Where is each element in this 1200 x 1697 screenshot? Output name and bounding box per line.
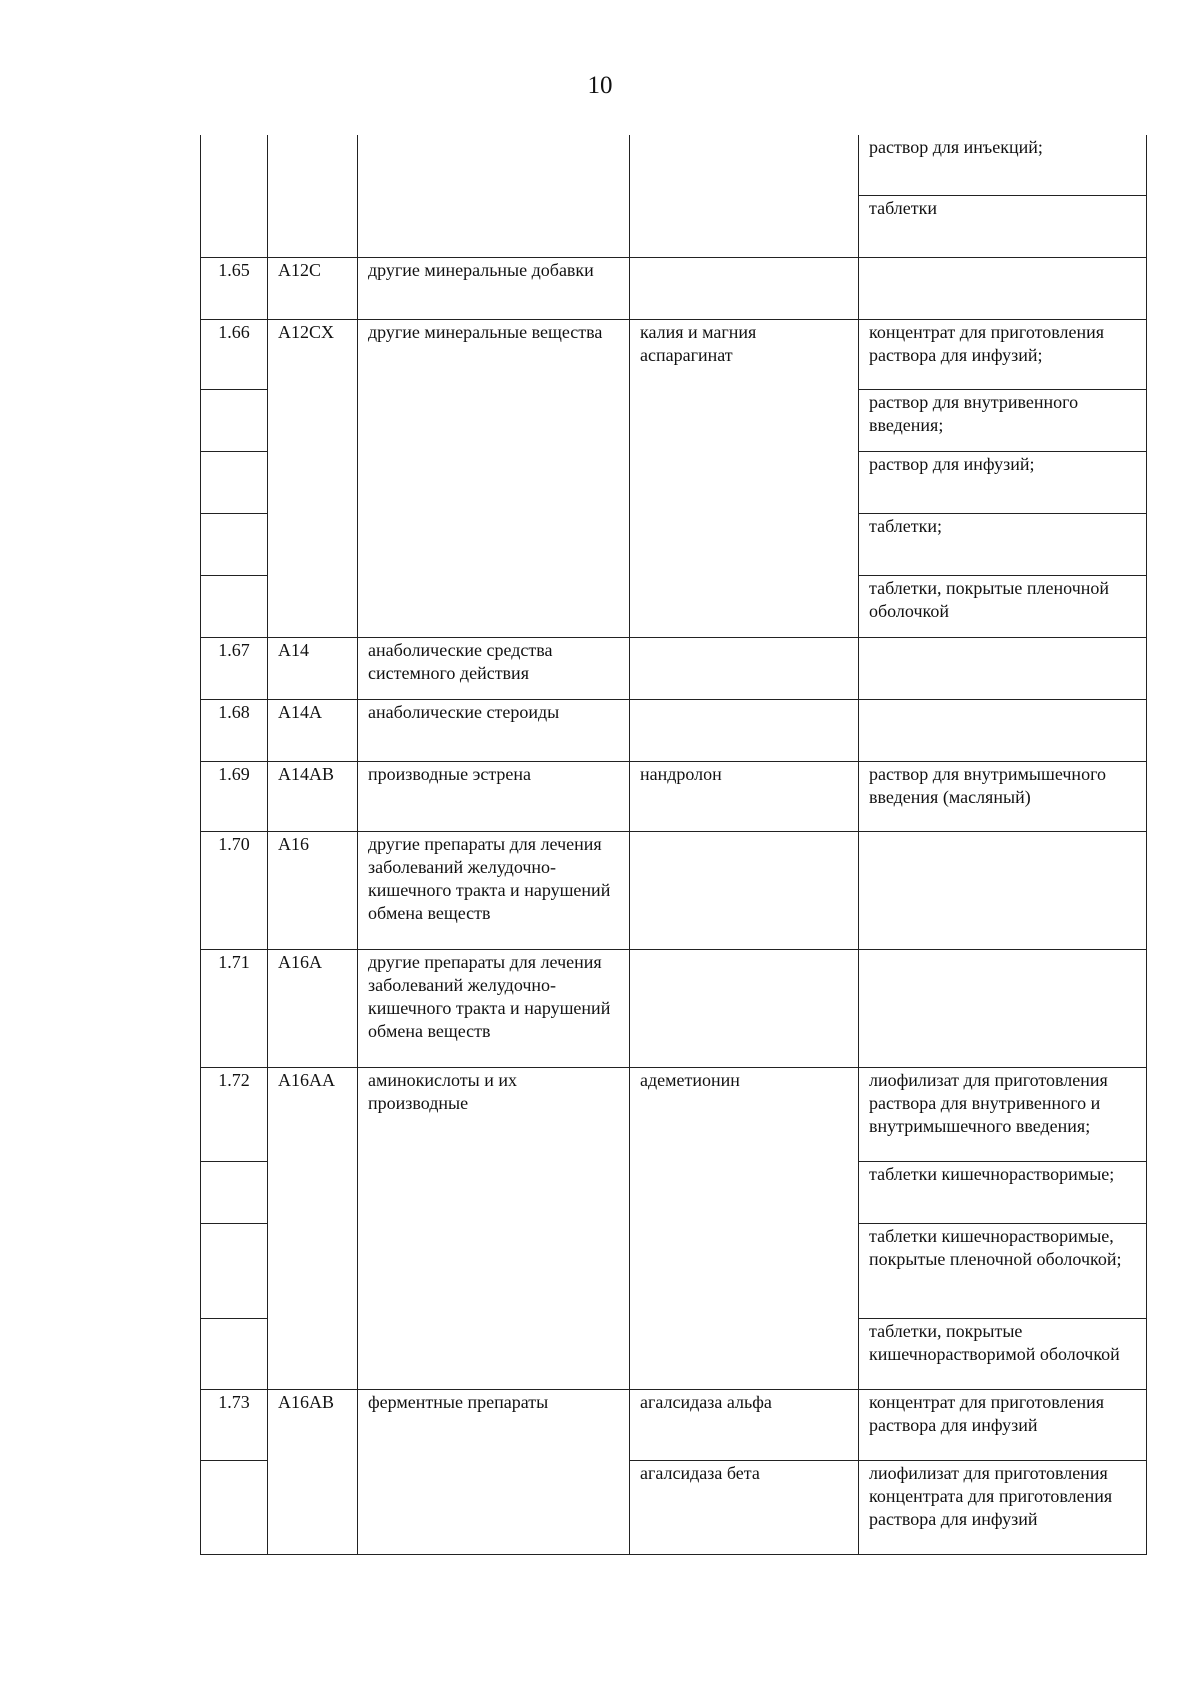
cell-num [201,451,268,513]
cell-code: A14 [268,637,358,699]
cell-form: таблетки кишечнорастворимые, покрытые пленочной оболочкой; [859,1223,1147,1318]
cell-form: лиофилизат для приготовления раствора для внутривенного и внутримышечного введения; [859,1067,1147,1161]
cell-form: раствор для инфузий; [859,451,1147,513]
cell-drug [630,637,859,699]
cell-num [201,575,268,637]
cell-code [268,135,358,257]
cell-drug [630,831,859,949]
cell-form: раствор для инъекций; [859,135,1147,195]
cell-code: A16A [268,949,358,1067]
cell-form: таблетки; [859,513,1147,575]
cell-group: другие препараты для лечения заболеваний желудочно-кишечного тракта и нарушений обмена веществ [358,949,630,1067]
cell-code: A12C [268,257,358,319]
cell-group: другие минеральные вещества [358,319,630,637]
cell-drug [630,949,859,1067]
cell-group [358,135,630,257]
cell-drug [630,257,859,319]
cell-drug: нандролон [630,761,859,831]
cell-form: концентрат для приготовления раствора для инфузий [859,1389,1147,1460]
cell-form: раствор для внутримышечного введения (масляный) [859,761,1147,831]
cell-form [859,949,1147,1067]
cell-form [859,637,1147,699]
table-row [201,1067,1147,1161]
cell-drug: агалсидаза бета [630,1460,859,1554]
table-row [201,257,1147,319]
cell-code: A12CX [268,319,358,637]
cell-form [859,699,1147,761]
table-row [201,637,1147,699]
cell-drug: адеметионин [630,1067,859,1389]
table-row [201,699,1147,761]
cell-num: 1.66 [201,319,268,389]
cell-num: 1.67 [201,637,268,699]
cell-group: производные эстрена [358,761,630,831]
cell-num: 1.72 [201,1067,268,1161]
cell-num: 1.70 [201,831,268,949]
cell-num: 1.69 [201,761,268,831]
cell-group: ферментные препараты [358,1389,630,1554]
cell-num [201,1161,268,1223]
cell-form: таблетки, покрытые кишечнорастворимой оболочкой [859,1318,1147,1389]
table-row [201,949,1147,1067]
cell-group: анаболические стероиды [358,699,630,761]
cell-group: аминокислоты и их производные [358,1067,630,1389]
table-row [201,1389,1147,1460]
cell-drug: агалсидаза альфа [630,1389,859,1460]
cell-form: таблетки [859,195,1147,257]
cell-group: анаболические средства системного действия [358,637,630,699]
table-row [201,831,1147,949]
cell-form: таблетки кишечнорастворимые; [859,1161,1147,1223]
page-number: 10 [587,72,613,99]
drug-list-table [200,135,1147,1555]
cell-group: другие препараты для лечения заболеваний желудочно-кишечного тракта и нарушений обмена веществ [358,831,630,949]
cell-form: таблетки, покрытые пленочной оболочкой [859,575,1147,637]
cell-code: A14AB [268,761,358,831]
table-row [201,761,1147,831]
cell-num [201,135,268,257]
cell-num [201,1223,268,1318]
cell-code: A16 [268,831,358,949]
cell-drug [630,135,859,257]
cell-num: 1.73 [201,1389,268,1460]
cell-form [859,257,1147,319]
cell-form: раствор для внутривенного введения; [859,389,1147,451]
cell-code: A14A [268,699,358,761]
cell-num [201,513,268,575]
cell-num [201,1318,268,1389]
cell-code: A16AA [268,1067,358,1389]
cell-form: концентрат для приготовления раствора для инфузий; [859,319,1147,389]
cell-form: лиофилизат для приготовления концентрата для приготовления раствора для инфузий [859,1460,1147,1554]
cell-num: 1.65 [201,257,268,319]
table-row [201,319,1147,389]
cell-form [859,831,1147,949]
table-row [201,135,1147,195]
cell-num: 1.71 [201,949,268,1067]
cell-num [201,389,268,451]
cell-drug [630,699,859,761]
cell-drug: калия и магния аспарагинат [630,319,859,637]
cell-group: другие минеральные добавки [358,257,630,319]
cell-code: A16AB [268,1389,358,1554]
cell-num [201,1460,268,1554]
cell-num: 1.68 [201,699,268,761]
